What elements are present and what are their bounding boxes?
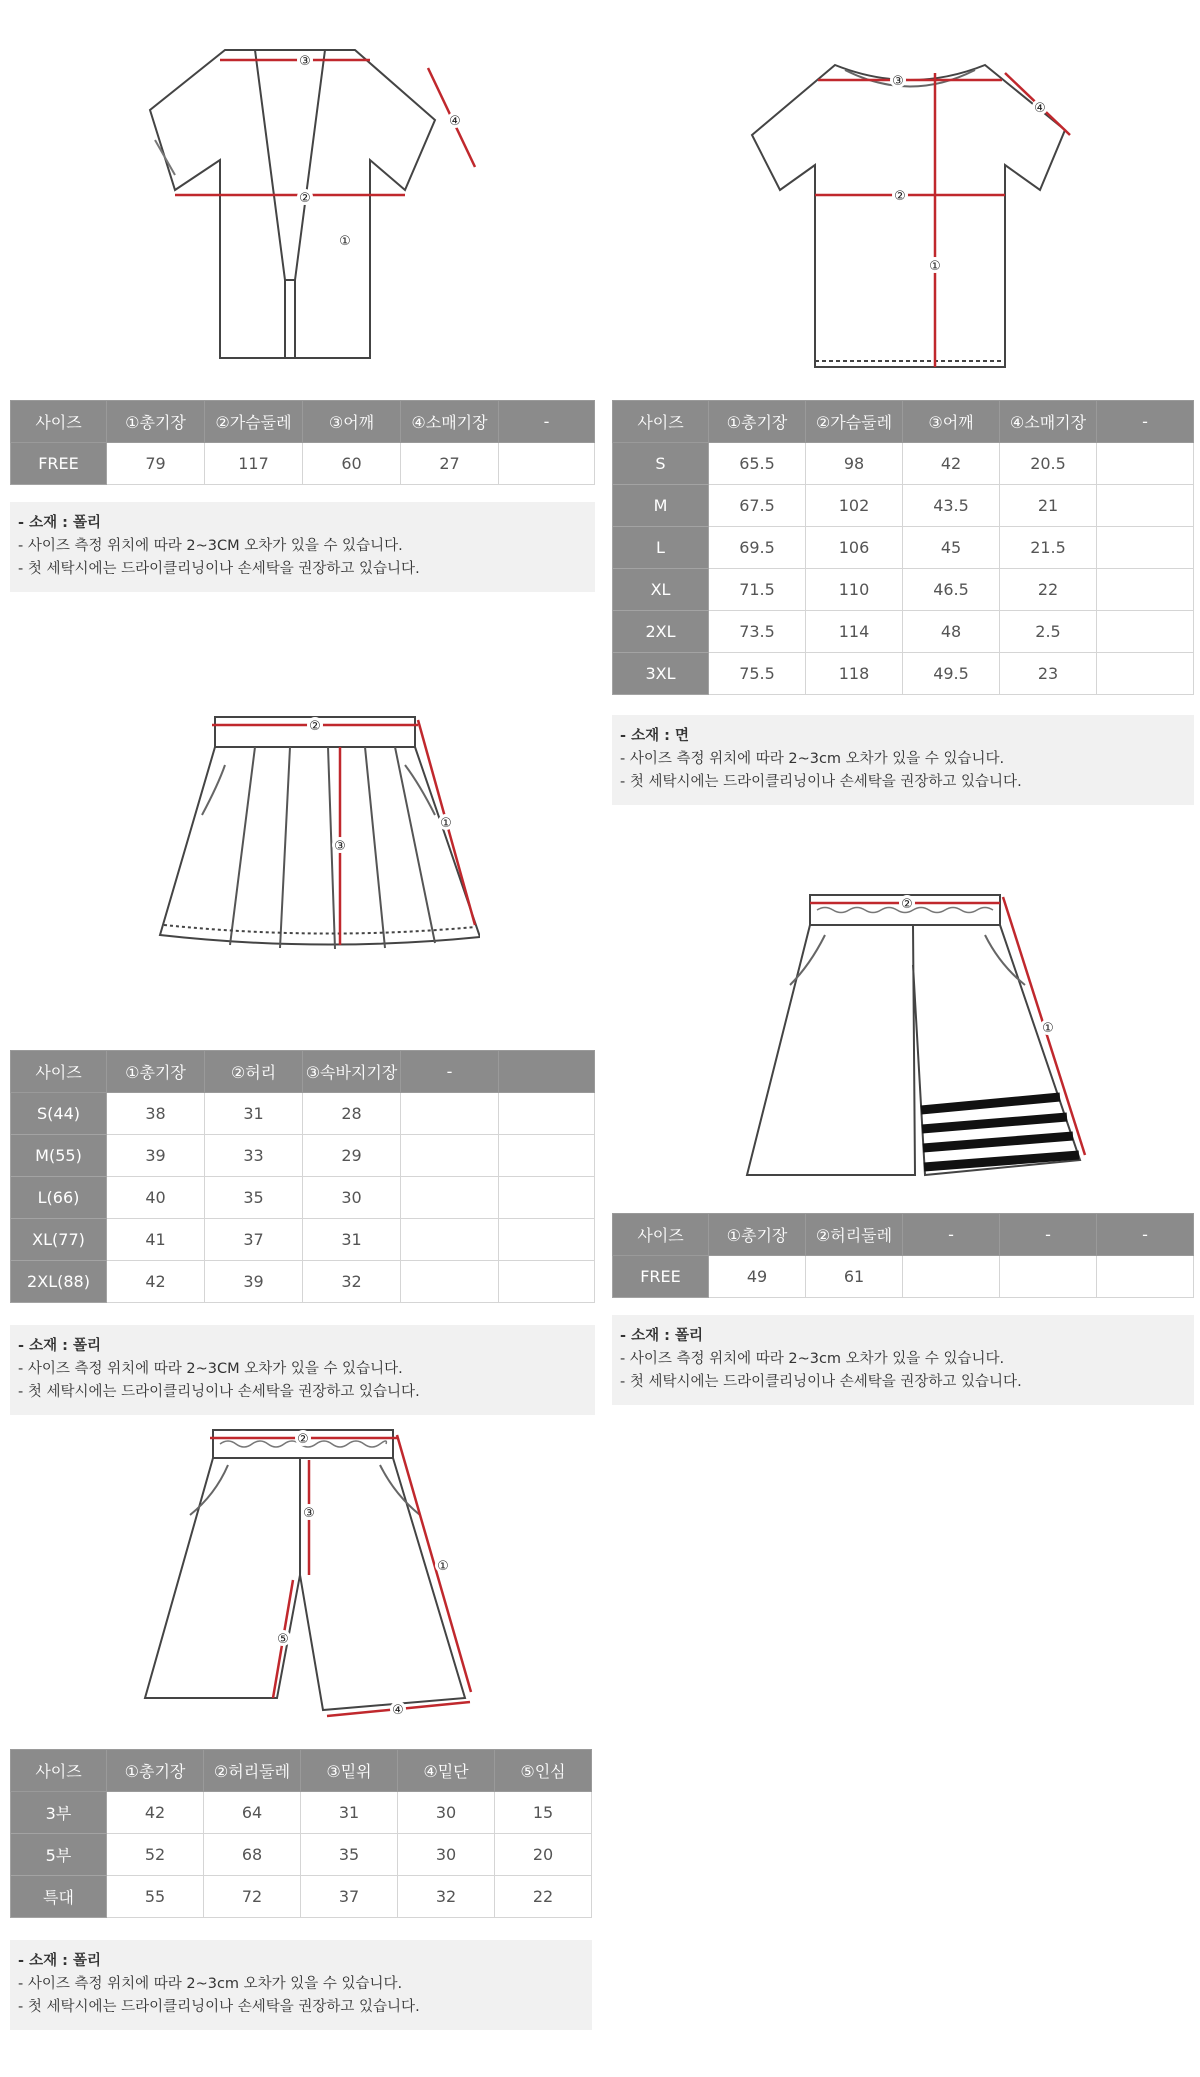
table-cell: 48	[903, 611, 1000, 653]
table-cell: 35	[205, 1177, 303, 1219]
table-cell: 31	[303, 1219, 401, 1261]
table-cell: 21.5	[1000, 527, 1097, 569]
material-note: - 소재 : 폴리	[18, 515, 101, 531]
table-cell	[401, 1219, 499, 1261]
table-row	[11, 1834, 592, 1876]
table-cell: 67.5	[709, 485, 806, 527]
stripe-shorts-illustration	[735, 885, 1105, 1185]
table-header-row	[613, 1214, 1194, 1256]
table-cell: 31	[205, 1093, 303, 1135]
cardigan-care-notes	[10, 502, 595, 592]
marker-1: ①	[440, 816, 452, 831]
marker-2: ②	[297, 1432, 309, 1447]
size-label-cell: 3XL	[613, 653, 709, 695]
table-cell: 46.5	[903, 569, 1000, 611]
header-cell	[499, 1051, 595, 1093]
size-label-cell: M	[613, 485, 709, 527]
table-cell: 37	[205, 1219, 303, 1261]
size-label-cell: S	[613, 443, 709, 485]
stripe-shorts-size-table	[612, 1213, 1194, 1298]
table-cell: 98	[806, 443, 903, 485]
table-cell: 61	[806, 1256, 903, 1298]
table-row	[613, 1256, 1194, 1298]
table-cell	[499, 1093, 595, 1135]
table-cell: 110	[806, 569, 903, 611]
table-cell: 71.5	[709, 569, 806, 611]
header-cell: -	[1097, 1214, 1194, 1256]
size-label-cell: FREE	[11, 443, 107, 485]
table-header-row	[11, 1051, 595, 1093]
shorts-size-table	[10, 1749, 592, 1918]
skirt-size-table	[10, 1050, 595, 1303]
size-label-cell: L	[613, 527, 709, 569]
header-cell: ①총기장	[709, 401, 806, 443]
header-cell: 사이즈	[11, 1051, 107, 1093]
cardigan-size-table	[10, 400, 595, 485]
table-cell: 55	[107, 1876, 204, 1918]
table-cell: 73.5	[709, 611, 806, 653]
table-cell: 49.5	[903, 653, 1000, 695]
marker-4: ④	[1034, 101, 1046, 116]
marker-5: ⑤	[277, 1632, 289, 1647]
table-cell	[1097, 569, 1194, 611]
table-cell: 41	[107, 1219, 205, 1261]
header-cell: -	[401, 1051, 499, 1093]
size-label-cell: L(66)	[11, 1177, 107, 1219]
table-cell: 20	[495, 1834, 592, 1876]
table-row	[11, 1219, 595, 1261]
header-cell: ②허리	[205, 1051, 303, 1093]
shorts-illustration	[135, 1420, 475, 1720]
table-cell: 60	[303, 443, 401, 485]
table-cell: 30	[398, 1792, 495, 1834]
tolerance-note: - 사이즈 측정 위치에 따라 2~3CM 오차가 있을 수 있습니다.	[18, 1361, 403, 1377]
marker-3: ③	[892, 74, 904, 89]
size-label-cell: S(44)	[11, 1093, 107, 1135]
table-cell: 37	[301, 1876, 398, 1918]
table-cell: 2.5	[1000, 611, 1097, 653]
header-cell: ②가슴둘레	[806, 401, 903, 443]
table-cell: 64	[204, 1792, 301, 1834]
table-row	[11, 1792, 592, 1834]
header-cell: ③속바지기장	[303, 1051, 401, 1093]
table-cell: 15	[495, 1792, 592, 1834]
table-row	[11, 1876, 592, 1918]
marker-1: ①	[929, 259, 941, 274]
table-row	[613, 443, 1194, 485]
size-label-cell: XL(77)	[11, 1219, 107, 1261]
table-row	[11, 1135, 595, 1177]
tshirt-illustration	[740, 55, 1080, 375]
marker-1: ①	[339, 234, 351, 249]
marker-2: ②	[894, 189, 906, 204]
table-cell	[499, 1219, 595, 1261]
marker-3: ③	[303, 1506, 315, 1521]
header-cell: -	[903, 1214, 1000, 1256]
header-cell: ④소매기장	[1000, 401, 1097, 443]
table-row	[11, 443, 595, 485]
table-cell: 30	[398, 1834, 495, 1876]
table-cell: 69.5	[709, 527, 806, 569]
marker-2: ②	[309, 719, 321, 734]
table-cell: 52	[107, 1834, 204, 1876]
wash-note: - 첫 세탁시에는 드라이클리닝이나 손세탁을 권장하고 있습니다.	[620, 774, 1022, 790]
tolerance-note: - 사이즈 측정 위치에 따라 2~3cm 오차가 있을 수 있습니다.	[18, 1976, 403, 1992]
cardigan-illustration	[145, 40, 485, 370]
table-cell: 21	[1000, 485, 1097, 527]
table-cell	[1097, 443, 1194, 485]
size-label-cell: FREE	[613, 1256, 709, 1298]
table-cell: 49	[709, 1256, 806, 1298]
table-cell: 117	[205, 443, 303, 485]
size-label-cell: 5부	[11, 1834, 107, 1876]
table-cell: 27	[401, 443, 499, 485]
header-cell: ①총기장	[709, 1214, 806, 1256]
table-cell: 20.5	[1000, 443, 1097, 485]
table-cell	[401, 1093, 499, 1135]
table-row	[613, 653, 1194, 695]
table-row	[613, 611, 1194, 653]
header-cell: 사이즈	[11, 401, 107, 443]
table-cell: 72	[204, 1876, 301, 1918]
header-cell: ①총기장	[107, 1051, 205, 1093]
table-cell: 42	[107, 1261, 205, 1303]
stripe-shorts-care-notes	[612, 1315, 1194, 1405]
table-cell: 35	[301, 1834, 398, 1876]
table-cell: 79	[107, 443, 205, 485]
size-label-cell: 특대	[11, 1876, 107, 1918]
table-cell	[499, 1177, 595, 1219]
tolerance-note: - 사이즈 측정 위치에 따라 2~3CM 오차가 있을 수 있습니다.	[18, 538, 403, 554]
table-cell: 68	[204, 1834, 301, 1876]
wash-note: - 첫 세탁시에는 드라이클리닝이나 손세탁을 권장하고 있습니다.	[18, 1999, 420, 2015]
header-cell: 사이즈	[613, 1214, 709, 1256]
table-cell	[903, 1256, 1000, 1298]
marker-4: ④	[449, 114, 461, 129]
size-label-cell: 2XL(88)	[11, 1261, 107, 1303]
table-row	[613, 569, 1194, 611]
header-cell: ②허리둘레	[204, 1750, 301, 1792]
header-cell: ①총기장	[107, 401, 205, 443]
table-cell: 42	[903, 443, 1000, 485]
table-cell: 106	[806, 527, 903, 569]
table-cell	[499, 1135, 595, 1177]
header-cell: ④소매기장	[401, 401, 499, 443]
wash-note: - 첫 세탁시에는 드라이클리닝이나 손세탁을 권장하고 있습니다.	[18, 561, 420, 577]
table-cell: 43.5	[903, 485, 1000, 527]
table-cell: 39	[205, 1261, 303, 1303]
table-cell	[401, 1177, 499, 1219]
tshirt-size-table	[612, 400, 1194, 695]
table-row	[11, 1261, 595, 1303]
table-cell: 118	[806, 653, 903, 695]
table-cell	[1097, 1256, 1194, 1298]
tolerance-note: - 사이즈 측정 위치에 따라 2~3cm 오차가 있을 수 있습니다.	[620, 751, 1005, 767]
header-cell: ⑤인심	[495, 1750, 592, 1792]
table-header-row	[11, 1750, 592, 1792]
marker-3: ③	[299, 54, 311, 69]
marker-2: ②	[901, 897, 913, 912]
size-label-cell: 2XL	[613, 611, 709, 653]
table-cell	[1097, 653, 1194, 695]
table-cell: 22	[1000, 569, 1097, 611]
table-header-row	[11, 401, 595, 443]
marker-2: ②	[299, 191, 311, 206]
table-cell: 30	[303, 1177, 401, 1219]
header-cell: ①총기장	[107, 1750, 204, 1792]
material-note: - 소재 : 폴리	[620, 1328, 703, 1344]
table-cell: 29	[303, 1135, 401, 1177]
table-header-row	[613, 401, 1194, 443]
table-cell: 65.5	[709, 443, 806, 485]
table-cell: 22	[495, 1876, 592, 1918]
header-cell: ③어깨	[903, 401, 1000, 443]
table-cell: 114	[806, 611, 903, 653]
table-cell	[499, 443, 595, 485]
header-cell: 사이즈	[11, 1750, 107, 1792]
material-note: - 소재 : 폴리	[18, 1953, 101, 1969]
tshirt-care-notes	[612, 715, 1194, 805]
table-cell: 39	[107, 1135, 205, 1177]
header-cell: ②허리둘레	[806, 1214, 903, 1256]
wash-note: - 첫 세탁시에는 드라이클리닝이나 손세탁을 권장하고 있습니다.	[18, 1384, 420, 1400]
table-cell	[1000, 1256, 1097, 1298]
size-label-cell: 3부	[11, 1792, 107, 1834]
header-cell: 사이즈	[613, 401, 709, 443]
marker-1: ①	[437, 1559, 449, 1574]
material-note: - 소재 : 폴리	[18, 1338, 101, 1354]
table-cell: 45	[903, 527, 1000, 569]
table-cell	[401, 1135, 499, 1177]
size-label-cell: XL	[613, 569, 709, 611]
header-cell: -	[1000, 1214, 1097, 1256]
table-row	[11, 1093, 595, 1135]
table-cell	[1097, 485, 1194, 527]
table-cell: 31	[301, 1792, 398, 1834]
table-cell	[401, 1261, 499, 1303]
table-cell: 23	[1000, 653, 1097, 695]
marker-1: ①	[1042, 1021, 1054, 1036]
shorts-care-notes	[10, 1940, 592, 2030]
material-note: - 소재 : 면	[620, 728, 689, 744]
table-cell: 40	[107, 1177, 205, 1219]
marker-3: ③	[334, 839, 346, 854]
wash-note: - 첫 세탁시에는 드라이클리닝이나 손세탁을 권장하고 있습니다.	[620, 1374, 1022, 1390]
table-cell: 32	[398, 1876, 495, 1918]
table-cell	[1097, 611, 1194, 653]
table-cell: 28	[303, 1093, 401, 1135]
table-row	[613, 485, 1194, 527]
tolerance-note: - 사이즈 측정 위치에 따라 2~3cm 오차가 있을 수 있습니다.	[620, 1351, 1005, 1367]
table-cell: 75.5	[709, 653, 806, 695]
table-cell: 38	[107, 1093, 205, 1135]
table-cell	[499, 1261, 595, 1303]
header-cell: ③어깨	[303, 401, 401, 443]
header-cell: -	[499, 401, 595, 443]
table-cell: 42	[107, 1792, 204, 1834]
skirt-care-notes	[10, 1325, 595, 1415]
header-cell: ②가슴둘레	[205, 401, 303, 443]
skirt-illustration	[150, 705, 480, 975]
size-label-cell: M(55)	[11, 1135, 107, 1177]
table-cell: 32	[303, 1261, 401, 1303]
header-cell: ④밑단	[398, 1750, 495, 1792]
table-cell	[1097, 527, 1194, 569]
table-cell: 102	[806, 485, 903, 527]
table-row	[613, 527, 1194, 569]
table-cell: 33	[205, 1135, 303, 1177]
header-cell: ③밑위	[301, 1750, 398, 1792]
marker-4: ④	[392, 1703, 404, 1718]
header-cell: -	[1097, 401, 1194, 443]
table-row	[11, 1177, 595, 1219]
